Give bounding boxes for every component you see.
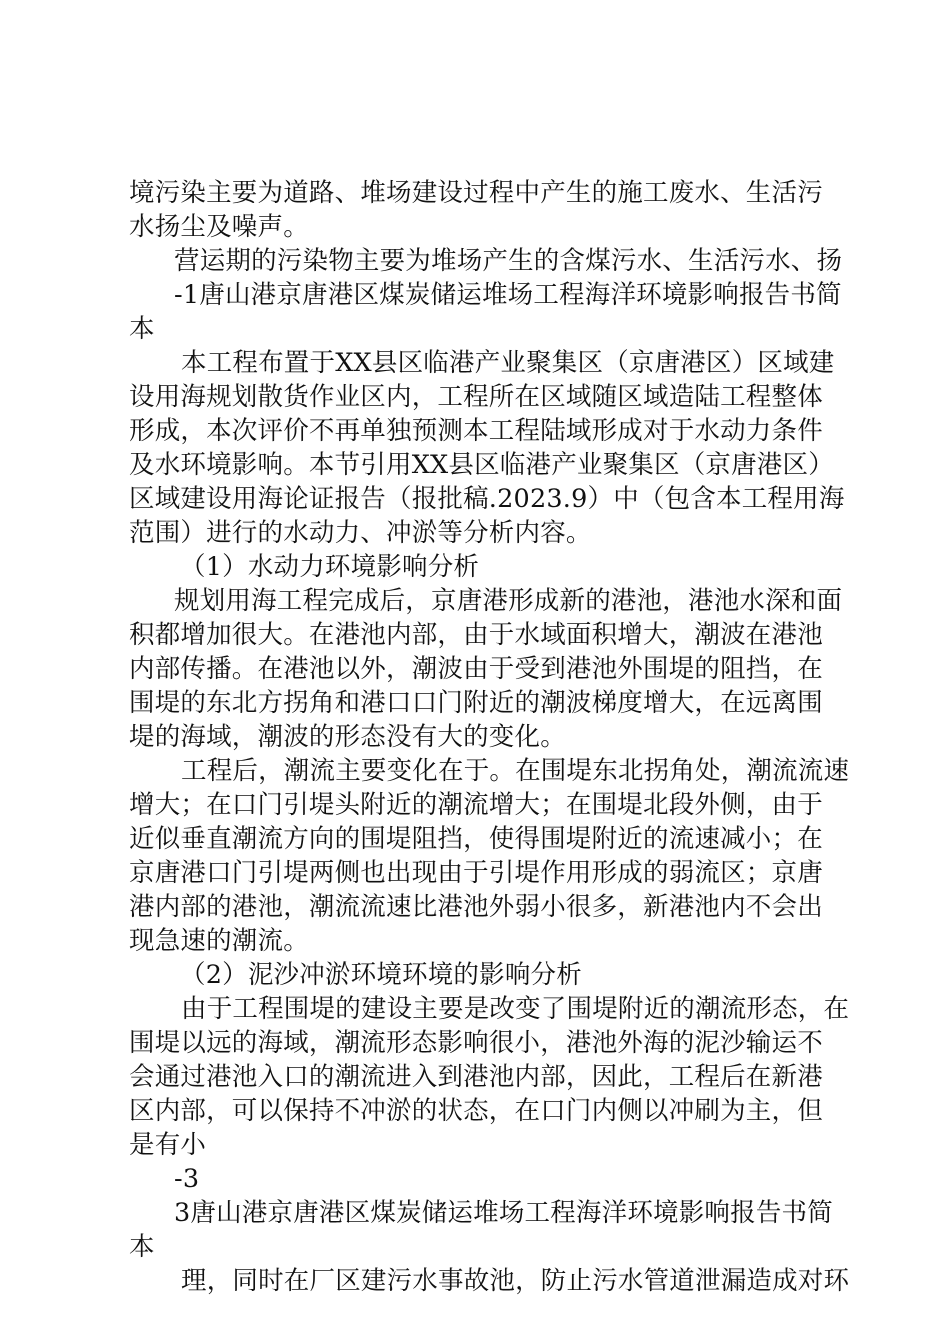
text-line: 京唐港口门引堤两侧也出现由于引堤作用形成的弱流区；京唐 xyxy=(129,858,823,888)
text-line: 积都增加很大。在港池内部，由于水域面积增大，潮波在港池 xyxy=(129,620,823,650)
text-line: 由于工程围堤的建设主要是改变了围堤附近的潮流形态，在 xyxy=(181,994,850,1024)
text-line: 范围）进行的水动力、冲淤等分析内容。 xyxy=(129,518,592,548)
text-line: 内部传播。在港池以外，潮波由于受到港池外围堤的阻挡，在 xyxy=(129,654,823,684)
text-line: 现急速的潮流。 xyxy=(129,926,309,956)
text-line: 营运期的污染物主要为堆场产生的含煤污水、生活污水、扬 xyxy=(174,246,843,276)
text-line: 形成，本次评价不再单独预测本工程陆域形成对于水动力条件 xyxy=(129,416,823,446)
section-heading: （2）泥沙冲淤环境环境的影响分析 xyxy=(180,960,582,990)
text-line: 区内部，可以保持不冲淤的状态，在口门内侧以冲刷为主，但 xyxy=(129,1096,823,1126)
text-line: 境污染主要为道路、堆场建设过程中产生的施工废水、生活污 xyxy=(129,178,823,208)
section-heading: （1）水动力环境影响分析 xyxy=(180,552,480,582)
text-line: 理，同时在厂区建污水事故池，防止污水管道泄漏造成对环 xyxy=(181,1266,850,1296)
text-line: 规划用海工程完成后，京唐港形成新的港池，港池水深和面 xyxy=(174,586,843,616)
text-line: -1唐山港京唐港区煤炭储运堆场工程海洋环境影响报告书简 xyxy=(174,280,842,310)
page-marker: -3 xyxy=(174,1164,200,1194)
text-line: 增大；在口门引堤头附近的潮流增大；在围堤北段外侧，由于 xyxy=(129,790,823,820)
text-line: 工程后，潮流主要变化在于。在围堤东北拐角处，潮流流速 xyxy=(181,756,850,786)
text-line: 近似垂直潮流方向的围堤阻挡，使得围堤附近的流速减小；在 xyxy=(129,824,823,854)
text-line: 是有小 xyxy=(129,1130,207,1160)
text-line: 设用海规划散货作业区内，工程所在区域随区域造陆工程整体 xyxy=(129,382,823,412)
text-line: 本 xyxy=(129,314,155,344)
text-line: 港内部的港池，潮流流速比港池外弱小很多，新港池内不会出 xyxy=(129,892,823,922)
text-line: 会通过港池入口的潮流进入到港池内部，因此，工程后在新港 xyxy=(129,1062,823,1092)
text-line: 区域建设用海论证报告（报批稿.2023.9）中（包含本工程用海 xyxy=(129,484,845,514)
text-line: 本工程布置于XX县区临港产业聚集区（京唐港区）区域建 xyxy=(181,348,835,378)
text-line: 水扬尘及噪声。 xyxy=(129,212,309,242)
text-line: 围堤的东北方拐角和港口口门附近的潮波梯度增大，在远离围 xyxy=(129,688,823,718)
text-line: 3唐山港京唐港区煤炭储运堆场工程海洋环境影响报告书简 xyxy=(174,1198,833,1228)
text-line: 围堤以远的海域，潮流形态影响很小，港池外海的泥沙输运不 xyxy=(129,1028,823,1058)
text-line: 本 xyxy=(129,1232,155,1262)
text-line: 及水环境影响。本节引用XX县区临港产业聚集区（京唐港区） xyxy=(129,450,834,480)
text-line: 堤的海域，潮波的形态没有大的变化。 xyxy=(129,722,566,752)
